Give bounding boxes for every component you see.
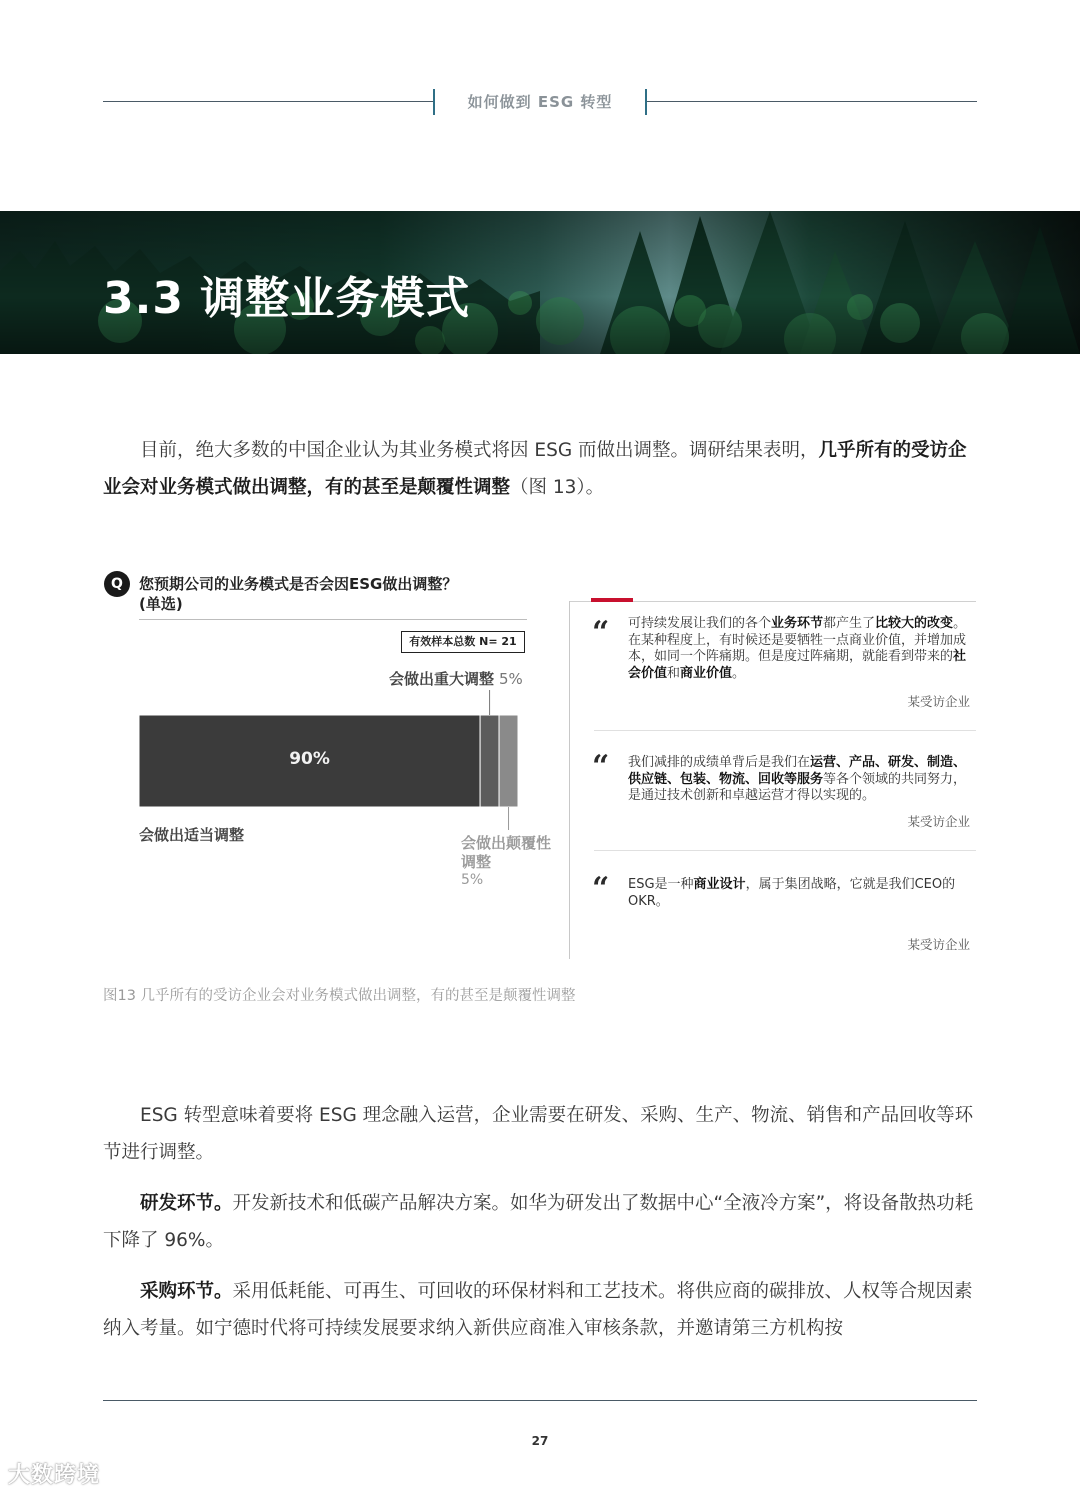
- quote-mark-icon: “: [592, 615, 610, 650]
- quote-1-run: 。在某种程度上，有时候还是要牺牲一点商业价值，并增加成本，如同一个阵痛期。但是度过阵痛期，就能看到带来的: [628, 616, 967, 664]
- quote-1-run: 可持续发展让我们的各个: [628, 616, 772, 631]
- quote-1-run: 社会价值: [628, 649, 967, 681]
- quote-2-run: 等各个领域的共同努力，是通过技术创新和卓越运营才得以实现的。: [628, 771, 967, 803]
- quote-3-run: 商业设计: [693, 877, 746, 892]
- bar-value-label: 90%: [289, 749, 330, 769]
- quote-text-2: [628, 755, 978, 805]
- bar-segment-2: [480, 715, 499, 807]
- quote-source-1: 某受访企业: [907, 694, 970, 709]
- label-disruptive-pct: 5%: [461, 872, 484, 888]
- survey-question-text: 您预期公司的业务模式是否会因ESG做出调整？: [139, 575, 458, 593]
- section-title: 3.3 调整业务模式: [103, 273, 471, 324]
- quote-2-run: 运营、产品、研发、制造、供应链、包装、物流、回收等服务: [628, 755, 967, 787]
- body-p3-text: 采用低耗能、可再生、可回收的环保材料和工艺技术。将供应商的碳排放、人权等合规因素纳入考量。如宁德时代将可持续发展要求纳入新供应商准入审核条款，并邀请第三方机构按: [103, 1281, 973, 1339]
- quote-mark-icon: “: [592, 871, 610, 906]
- quote-1-run: 商业价值: [680, 665, 733, 681]
- bar-segment-3: [499, 715, 518, 807]
- survey-question-note: (单选): [139, 595, 183, 613]
- quote-1-run: 和: [667, 665, 681, 681]
- quote-separator-1: [594, 730, 976, 731]
- quote-source-2: 某受访企业: [907, 814, 970, 829]
- body-paragraph-1: [103, 1097, 978, 1171]
- quote-text-1: [628, 616, 978, 682]
- intro-text: 目前，绝大多数的中国企业认为其业务模式将因 ESG 而做出调整。调研结果表明，: [140, 440, 819, 461]
- body-p3-lead: 采购环节。: [140, 1281, 233, 1302]
- quote-text-3: [628, 877, 978, 910]
- watermark-logo: 大数跨境: [8, 1463, 101, 1488]
- quote-1-run: 都产生了: [823, 616, 876, 631]
- body-paragraph-2: [103, 1185, 978, 1259]
- quote-mark-icon: “: [592, 749, 610, 784]
- quote-2-run: 我们减排的成绩单背后是我们在: [628, 755, 811, 770]
- intro-bold-text: 几乎所有的受访企业会对业务模式做出调整，有的甚至是颠覆性调整: [103, 440, 967, 498]
- quote-separator-2: [594, 850, 976, 851]
- sample-size-box: 有效样本总数 N= 21: [401, 631, 525, 653]
- body-paragraph-3: [103, 1273, 978, 1347]
- body-p1-text: ESG 转型意味着要将 ESG 理念融入运营，企业需要在研发、采购、生产、物流、销售和产品回收等环节进行调整。: [103, 1105, 974, 1163]
- figure-caption: 图13 几乎所有的受访企业会对业务模式做出调整，有的甚至是颠覆性调整: [103, 988, 576, 1004]
- running-header-title: 如何做到 ESG 转型: [467, 93, 613, 111]
- quote-1-run: 比较大的改变: [875, 616, 954, 631]
- quote-1-run: 业务环节: [771, 616, 824, 631]
- intro-tail: （图 13）。: [510, 477, 605, 498]
- quote-3-run: ESG是一种: [628, 877, 694, 892]
- label-disruptive-adjustment: 会做出颠覆性调整: [461, 834, 552, 871]
- quote-panel-accent: [591, 598, 633, 602]
- body-p2-lead: 研发环节。: [140, 1193, 233, 1214]
- footer-rule: [103, 1400, 977, 1401]
- quote-1-run: 。: [732, 665, 746, 681]
- quote-3-run: ，属于集团战略，它就是我们CEO的OKR。: [628, 877, 956, 909]
- question-icon: Q: [104, 571, 130, 597]
- label-appropriate-adjustment: 会做出适当调整: [139, 826, 245, 844]
- quote-panel-border: [569, 601, 570, 959]
- label-major-adjustment: 会做出重大调整 5%: [389, 670, 523, 688]
- label-major-pct: 5%: [499, 670, 523, 688]
- body-p2-text: 开发新技术和低碳产品解决方案。如华为研发出了数据中心“全液冷方案”，将设备散热功耗下降了 96%。: [103, 1193, 974, 1251]
- quote-source-3: 某受访企业: [907, 937, 970, 952]
- page-number: 27: [531, 1434, 549, 1448]
